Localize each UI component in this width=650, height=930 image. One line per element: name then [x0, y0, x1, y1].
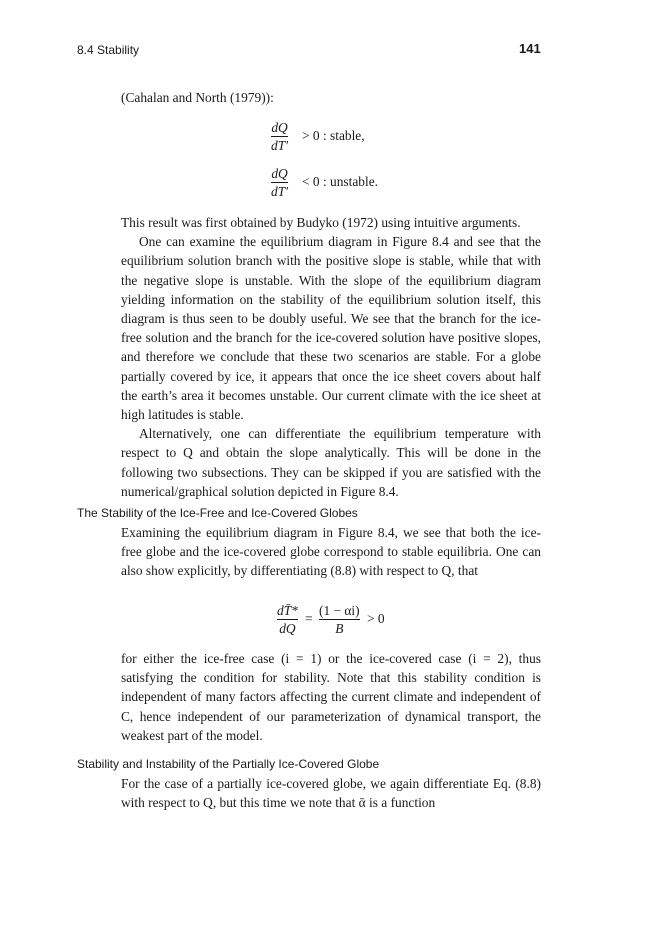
eq1-condition: > 0 : stable, [302, 128, 365, 143]
page-number: 141 [519, 41, 541, 56]
eq3-rhs-numerator: (1 − αi) [319, 603, 360, 618]
eq3-lhs-numerator: dT̄* [277, 603, 298, 618]
eq1-fraction-bar [271, 136, 288, 137]
section-heading-1: The Stability of the Ice-Free and Ice-Covered Globes [77, 506, 358, 520]
eq3-rhs-fraction-bar [319, 619, 360, 620]
eq3-rhs-fraction [319, 603, 360, 636]
eq3-rhs-denominator: B [335, 621, 344, 636]
paragraph-6: For the case of a partially ice-covered globe, we again differentiate Eq. (8.8) with respect to Q, but this time we note that ᾱ is a function [121, 776, 541, 811]
body-section-2 [121, 523, 541, 581]
eq2-condition: < 0 : unstable. [302, 174, 378, 189]
body-section-4 [121, 774, 541, 812]
eq1-fraction [271, 120, 288, 153]
eq3-lhs-fraction-bar [277, 619, 298, 620]
eq2-denominator: dT′ [271, 184, 289, 199]
citation-text: (Cahalan and North (1979)): [121, 90, 274, 105]
paragraph-2: One can examine the equilibrium diagram in Figure 8.4 and see that the equilibrium solution branch with the positive slope is stable, while that with the negative slope is unstable. With the slope of the equilibrium diagram yielding information on the stability of the equilibrium solution itself, this diagram is thus seen to be doubly useful. We see that the branch for the ice-free solution and the branch for the ice-covered solution have positive slopes, and therefore we conclude that these two scenarios are stable. For a globe partially covered by ice, it appears that once the ice sheet covers about half the earth’s area it becomes unstable. Our current climate with the ice sheet at high latitudes is stable. [121, 234, 541, 423]
eq2-fraction-bar [271, 182, 288, 183]
section-heading-2: Stability and Instability of the Partially Ice-Covered Globe [77, 757, 380, 771]
eq2-numerator: dQ [271, 166, 288, 181]
running-header-section: 8.4 Stability [77, 43, 140, 57]
eq3-lhs-denominator: dQ [279, 621, 296, 636]
eq1-denominator: dT′ [271, 138, 289, 153]
eq1-numerator: dQ [271, 120, 288, 135]
eq2-fraction [271, 166, 288, 199]
eq3-lhs-fraction [277, 603, 298, 636]
paragraph-5: for either the ice-free case (i = 1) or the ice-covered case (i = 2), thus satisfying the condition for stability. Note that this stability condition is independent of many factors affecting the current climate and independent of C, hence independent of our parameterization of dynamical transport, the weakest part of the model. [121, 651, 541, 743]
citation-line [121, 88, 541, 107]
eq3-equals: = [305, 611, 313, 626]
body-section-3 [121, 649, 541, 745]
eq3-condition: > 0 [367, 611, 385, 626]
body-section-1 [121, 213, 541, 501]
paragraph-1: This result was first obtained by Budyko (1972) using intuitive arguments. [121, 215, 521, 230]
paragraph-4: Examining the equilibrium diagram in Figure 8.4, we see that both the ice-free globe and the ice-covered globe correspond to stable equilibria. One can also show explicitly, by differentiating (8.8) with respect to Q, that [121, 525, 541, 579]
paragraph-3: Alternatively, one can differentiate the equilibrium temperature with respect to Q and obtain the slope analytically. This will be done in the following two subsections. They can be skipped if you are satisfied with the numerical/graphical solution depicted in Figure 8.4. [121, 426, 541, 499]
